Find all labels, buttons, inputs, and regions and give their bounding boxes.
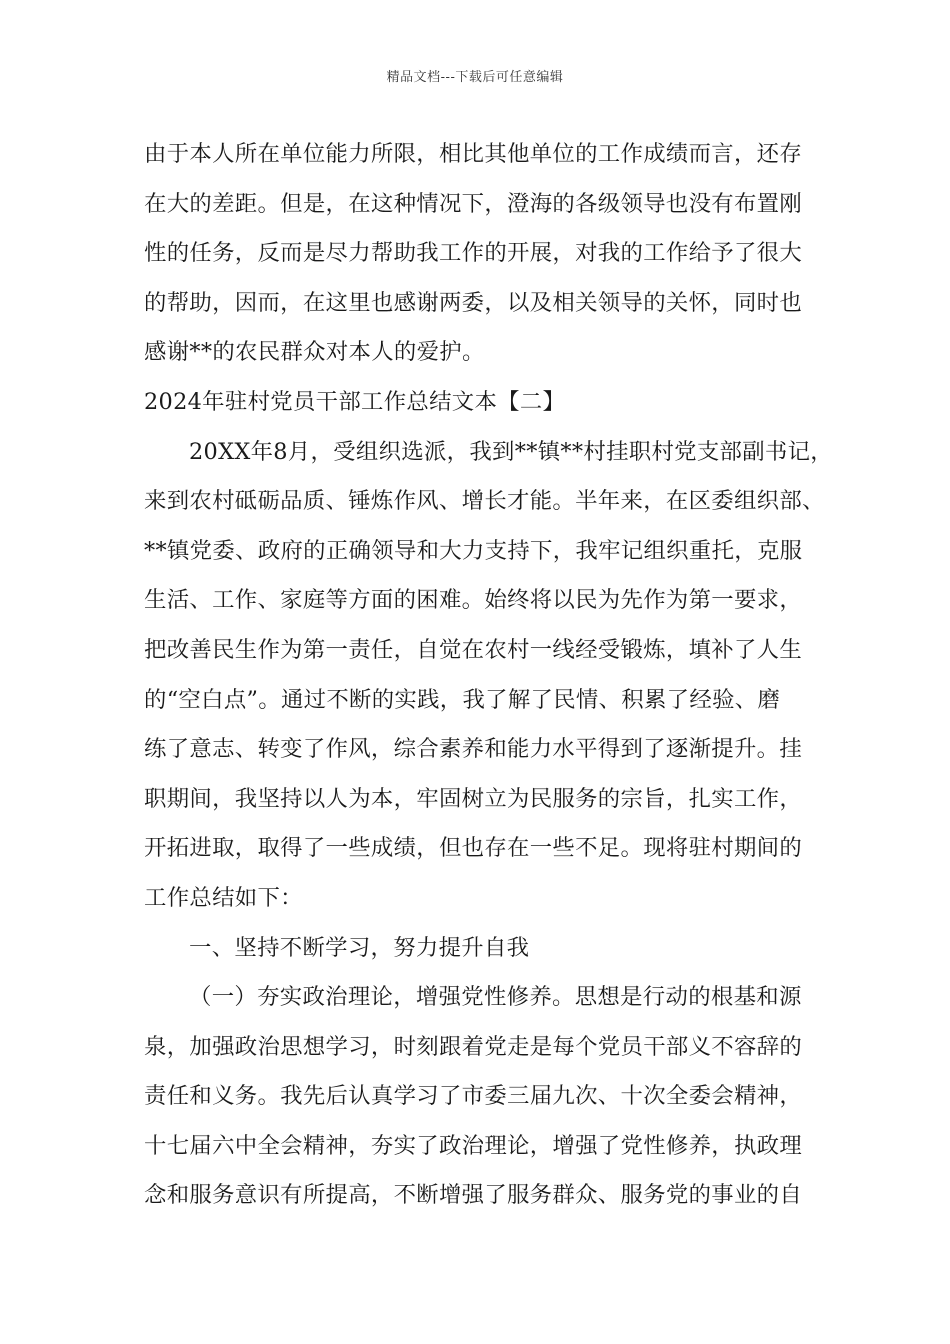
page-header: 精品文档---下载后可任意编辑 bbox=[386, 70, 564, 85]
subsection-heading: 一、坚持不断学习，努力提升自我 bbox=[189, 934, 530, 961]
text-line: 感谢**的农民群众对本人的爱护。 bbox=[144, 339, 485, 366]
text-line: 职期间，我坚持以人为本，牢固树立为民服务的宗旨，扎实工作， bbox=[144, 785, 803, 812]
text-line: 来到农村砥砺品质、锤炼作风、增长才能。半年来，在区委组织部、 bbox=[144, 488, 825, 515]
text-line: 由于本人所在单位能力所限，相比其他单位的工作成绩而言，还存 bbox=[144, 141, 803, 167]
text-line: 责任和义务。我先后认真学习了市委三届九次、十次全委会精神， bbox=[144, 1083, 803, 1110]
text-line: 的帮助，因而，在这里也感谢两委，以及相关领导的关怀，同时也 bbox=[144, 289, 803, 316]
text-line: 20XX年8月，受组织选派，我到**镇**村挂职村党支部副书记， bbox=[189, 438, 833, 465]
text-line: 念和服务意识有所提高，不断增强了服务群众、服务党的事业的自 bbox=[144, 1182, 803, 1209]
section-heading: 2024年驻村党员干部工作总结文本【二】 bbox=[144, 388, 566, 415]
text-line: 性的任务，反而是尽力帮助我工作的开展，对我的工作给予了很大 bbox=[144, 240, 803, 267]
text-line: 工作总结如下： bbox=[144, 884, 303, 911]
text-line: 生活、工作、家庭等方面的困难。始终将以民为先作为第一要求， bbox=[144, 587, 803, 614]
text-line: 的“空白点”。通过不断的实践，我了解了民情、积累了经验、磨 bbox=[144, 686, 781, 713]
text-line: 练了意志、转变了作风，综合素养和能力水平得到了逐渐提升。挂 bbox=[144, 736, 803, 763]
document-body bbox=[144, 130, 834, 1221]
text-line: 在大的差距。但是，在这种情况下，澄海的各级领导也没有布置刚 bbox=[144, 190, 803, 217]
text-line: 把改善民生作为第一责任，自觉在农村一线经受锻炼，填补了人生 bbox=[144, 636, 803, 663]
text-line: 十七届六中全会精神，夯实了政治理论，增强了党性修养，执政理 bbox=[144, 1132, 803, 1159]
text-line: 泉，加强政治思想学习，时刻跟着党走是每个党员干部义不容辞的 bbox=[144, 1033, 803, 1060]
text-line: 开拓进取，取得了一些成绩，但也存在一些不足。现将驻村期间的 bbox=[144, 835, 803, 862]
text-line: **镇党委、政府的正确领导和大力支持下，我牢记组织重托，克服 bbox=[144, 537, 803, 564]
text-line: （一）夯实政治理论，增强党性修养。思想是行动的根基和源 bbox=[189, 984, 802, 1011]
